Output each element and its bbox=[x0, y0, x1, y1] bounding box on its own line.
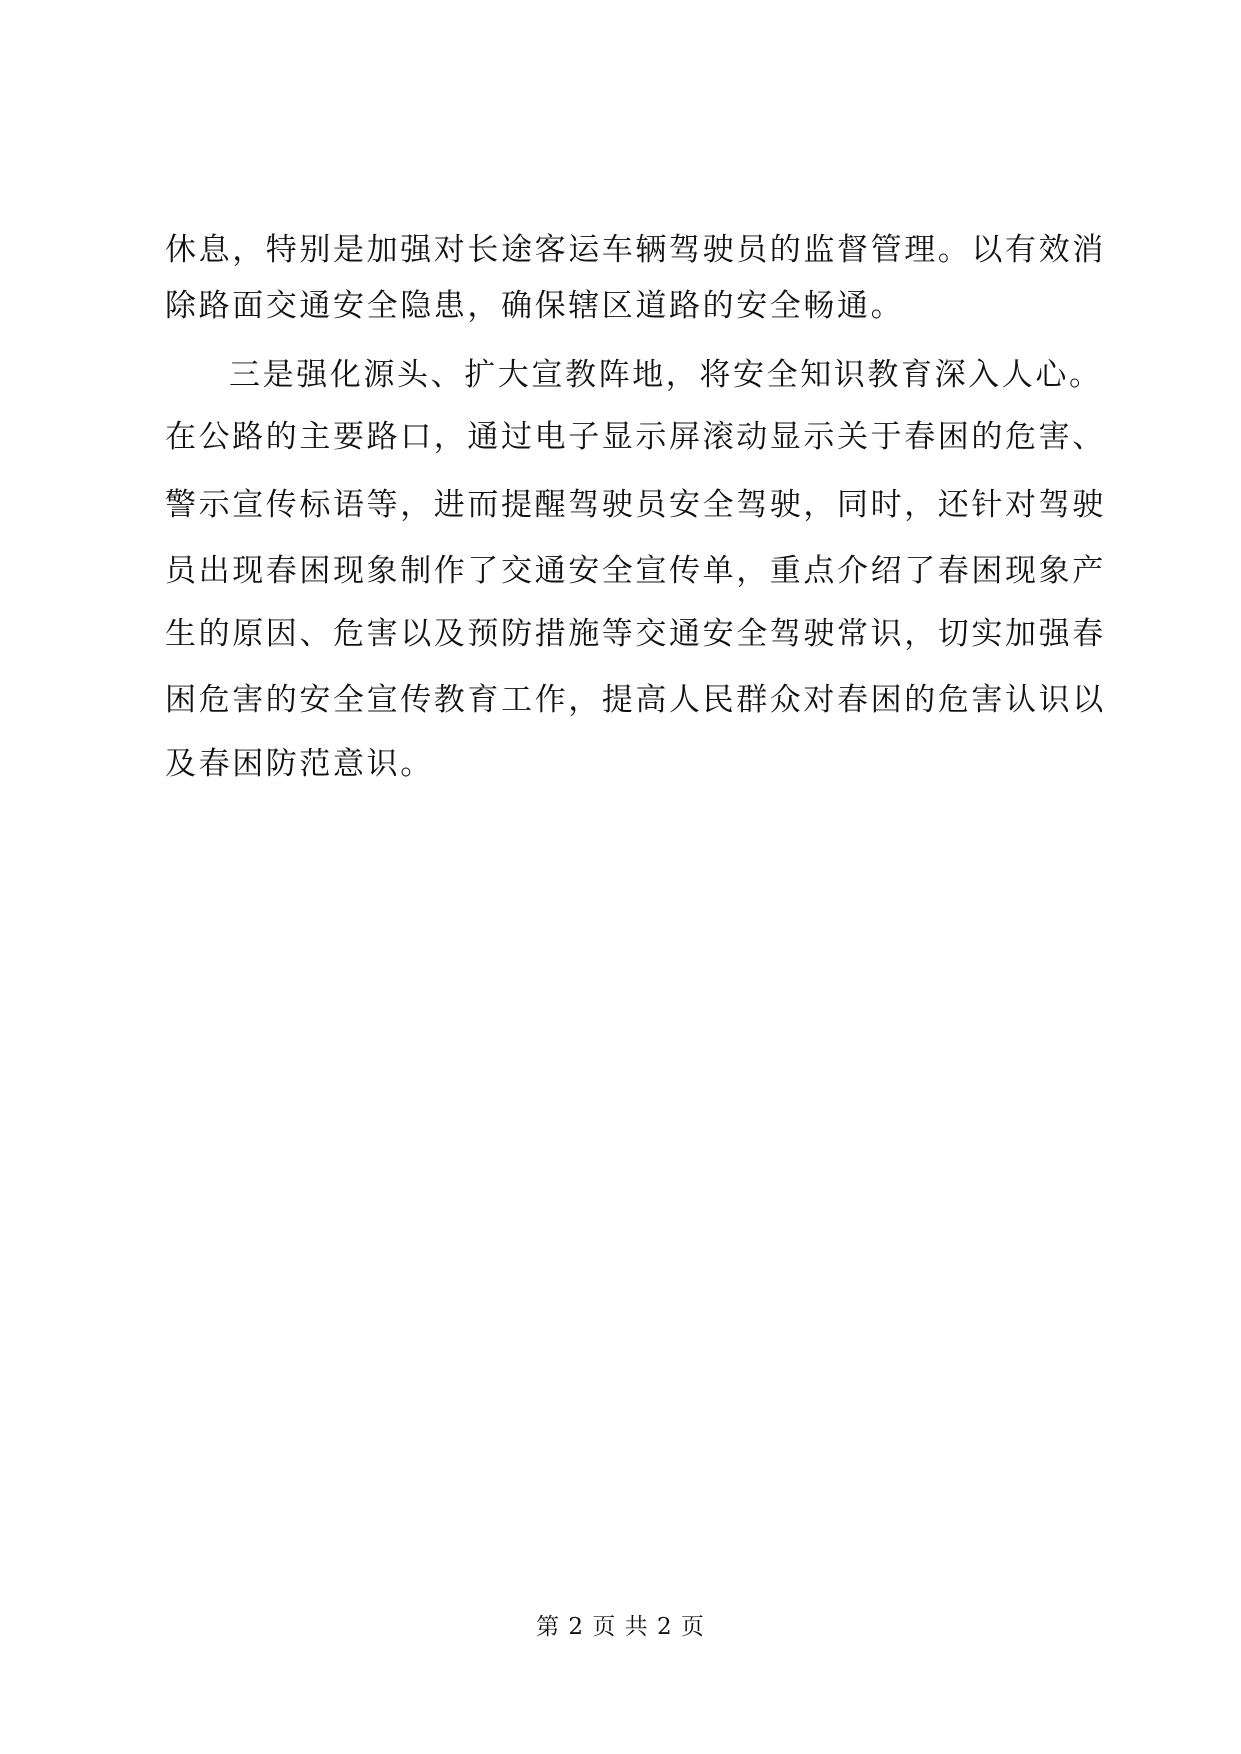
page-number-footer: 第 2 页 共 2 页 bbox=[536, 1614, 705, 1640]
paragraph-line: 休息，特别是加强对长途客运车辆驾驶员的监督管理。以有效消 bbox=[165, 232, 1106, 268]
paragraph-line: 员出现春困现象制作了交通安全宣传单，重点介绍了春困现象产 bbox=[165, 553, 1106, 589]
paragraph-line: 三是强化源头、扩大宣教阵地，将安全知识教育深入人心。 bbox=[229, 357, 1103, 393]
paragraph-line: 在公路的主要路口，通过电子显示屏滚动显示关于春困的危害、 bbox=[165, 419, 1106, 455]
paragraph-line: 除路面交通安全隐患，确保辖区道路的安全畅通。 bbox=[165, 288, 905, 324]
paragraph-line: 困危害的安全宣传教育工作，提高人民群众对春困的危害认识以 bbox=[165, 682, 1106, 718]
paragraph-line: 生的原因、危害以及预防措施等交通安全驾驶常识，切实加强春 bbox=[165, 616, 1106, 652]
paragraph-line: 及春困防范意识。 bbox=[165, 746, 434, 782]
paragraph-line: 警示宣传标语等，进而提醒驾驶员安全驾驶，同时，还针对驾驶 bbox=[165, 487, 1106, 523]
